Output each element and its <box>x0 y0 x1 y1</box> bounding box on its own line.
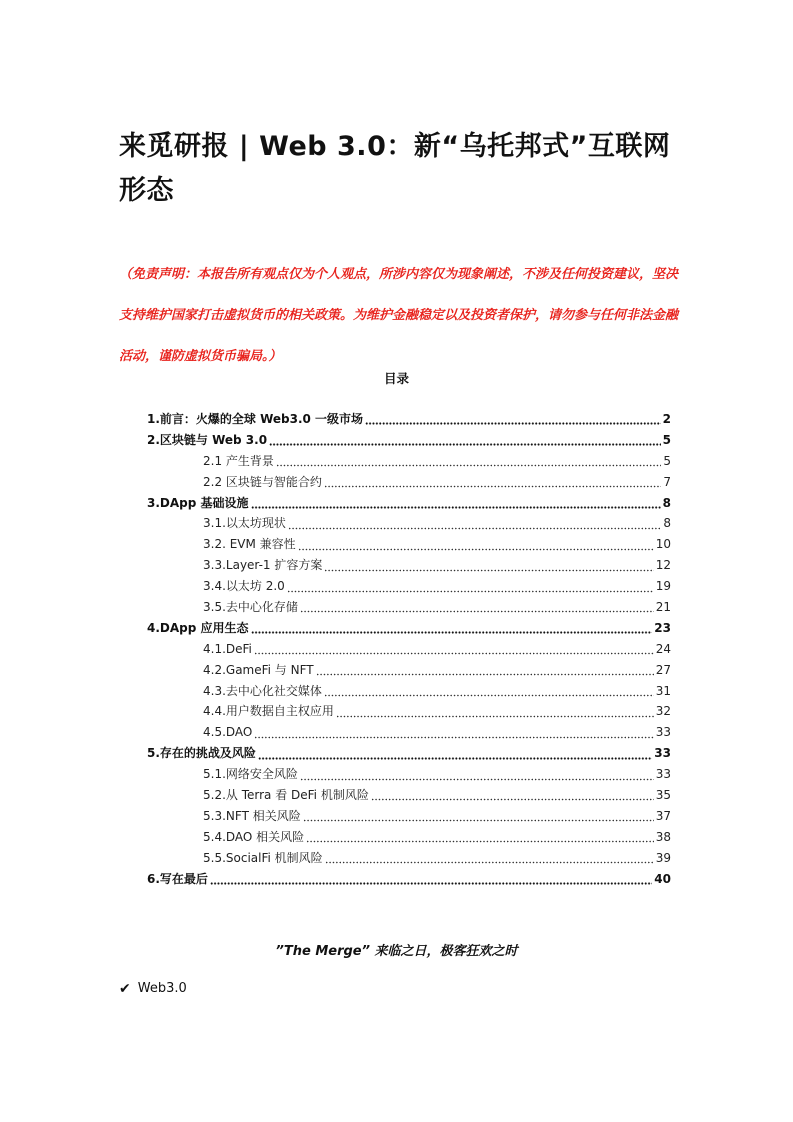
toc-entry-page: 5 <box>663 453 671 468</box>
toc-leader-dots <box>251 496 661 510</box>
toc-entry[interactable] <box>147 827 671 848</box>
toc-entry-page: 2 <box>662 412 671 426</box>
toc-leader-dots <box>371 788 654 802</box>
toc-leader-dots <box>324 475 661 489</box>
toc-leader-dots <box>251 621 653 635</box>
toc-leader-dots <box>316 663 654 677</box>
toc-leader-dots <box>288 517 661 531</box>
toc-leader-dots <box>325 851 654 865</box>
bullet-text: Web3.0 <box>137 981 187 996</box>
toc-entry-label: 5.1.网络安全风险 <box>203 767 298 782</box>
toc-entry[interactable] <box>147 555 671 576</box>
toc-entry[interactable] <box>147 597 671 618</box>
section-heading: ”The Merge” 来临之日，极客狂欢之时 <box>275 944 518 959</box>
toc-leader-dots <box>254 642 654 656</box>
toc-leader-dots <box>300 600 654 614</box>
toc-entry-page: 12 <box>655 558 671 573</box>
toc-leader-dots <box>365 412 661 426</box>
toc-leader-dots <box>287 580 654 594</box>
toc-entry[interactable] <box>147 660 671 681</box>
toc-entry-label: 4.DApp 应用生态 <box>147 620 249 635</box>
toc-entry-label: 6.写在最后 <box>147 871 208 886</box>
toc-leader-dots <box>303 809 654 823</box>
toc-entry[interactable] <box>147 493 671 514</box>
toc-entry[interactable] <box>147 534 671 555</box>
toc-entry[interactable] <box>147 806 671 827</box>
toc-entry-page: 33 <box>654 746 671 761</box>
toc-leader-dots <box>254 726 653 740</box>
toc-entry-label: 5.3.NFT 相关风险 <box>203 808 301 823</box>
toc-leader-dots <box>324 559 653 573</box>
toc-entry[interactable] <box>147 409 671 430</box>
toc-entry-page: 31 <box>655 683 671 698</box>
toc-leader-dots <box>258 747 652 761</box>
toc-entry-page: 23 <box>654 620 671 635</box>
toc-entry[interactable] <box>147 764 671 785</box>
toc-entry[interactable] <box>147 430 671 451</box>
toc-entry-page: 7 <box>663 474 671 489</box>
toc-leader-dots <box>276 454 661 468</box>
toc-entry-page: 38 <box>655 829 671 844</box>
toc-entry-page: 35 <box>655 788 671 803</box>
toc-entry-label: 5.4.DAO 相关风险 <box>203 829 305 844</box>
toc-entry-label: 3.DApp 基础设施 <box>147 495 249 510</box>
toc-entry[interactable] <box>147 722 671 743</box>
toc-entry-page: 8 <box>662 495 671 510</box>
toc-entry[interactable] <box>147 681 671 702</box>
toc-entry-page: 10 <box>655 537 671 552</box>
toc-leader-dots <box>324 684 654 698</box>
disclaimer: （免责声明：本报告所有观点仅为个人观点，所涉内容仅为现象阐述，不涉及任何投资建议，坚决支持维护国家打击虚拟货币的相关政策。为维护金融稳定以及投资者保护，请勿参与任何非法金融活动，谨防虚拟货币骗局。） <box>119 267 679 364</box>
toc-leader-dots <box>269 433 661 447</box>
toc-entry-label: 2.区块链与 Web 3.0 <box>147 432 268 447</box>
toc-entry-label: 3.1.以太坊现状 <box>203 516 286 531</box>
toc-entry-label: 3.5.去中心化存储 <box>203 600 298 615</box>
toc-leader-dots <box>210 872 652 886</box>
toc-entry-label: 4.1.DeFi <box>203 641 252 656</box>
toc-leader-dots <box>300 768 654 782</box>
toc-leader-dots <box>336 705 654 719</box>
toc-entry-page: 33 <box>655 725 671 740</box>
toc-entry-label: 1.前言：火爆的全球 Web3.0 一级市场 <box>147 412 364 426</box>
toc-heading: 目录 <box>383 371 409 386</box>
document-title: 来觅研报 | Web 3.0：新“乌托邦式”互联网形态 <box>119 131 671 206</box>
toc-entry[interactable] <box>147 513 671 534</box>
toc-entry-page: 24 <box>655 641 671 656</box>
toc-entry-page: 19 <box>655 579 671 594</box>
toc-entry-page: 39 <box>655 850 671 865</box>
toc-entry-page: 40 <box>654 871 671 886</box>
toc-entry-label: 4.5.DAO <box>203 725 253 740</box>
toc-entry-label: 2.1 产生背景 <box>203 453 274 468</box>
toc-entry[interactable] <box>147 639 671 660</box>
toc-entry[interactable] <box>147 785 671 806</box>
toc-entry[interactable] <box>147 869 671 890</box>
bullet-item <box>119 981 187 996</box>
toc-entry-label: 3.2. EVM 兼容性 <box>203 537 296 552</box>
toc-entry-label: 4.2.GameFi 与 NFT <box>203 662 314 677</box>
toc-entry-label: 2.2 区块链与智能合约 <box>203 474 322 489</box>
check-icon: ✔ <box>119 980 131 997</box>
toc-entry[interactable] <box>147 472 671 493</box>
toc-entry-label: 3.3.Layer-1 扩容方案 <box>203 558 323 573</box>
toc-entry[interactable] <box>147 848 671 869</box>
toc-entry-page: 5 <box>662 432 671 447</box>
toc-entry[interactable] <box>147 451 671 472</box>
toc-entry-page: 32 <box>655 704 671 719</box>
toc-leader-dots <box>298 538 654 552</box>
toc-entry-label: 4.3.去中心化社交媒体 <box>203 683 322 698</box>
toc-entry-page: 8 <box>663 516 671 531</box>
toc-leader-dots <box>306 830 654 844</box>
toc-entry-label: 3.4.以太坊 2.0 <box>203 579 285 594</box>
toc-entry-page: 37 <box>655 808 671 823</box>
toc-entry-label: 5.5.SocialFi 机制风险 <box>203 850 323 865</box>
toc-entry[interactable] <box>147 618 671 639</box>
toc-entry-page: 33 <box>655 767 671 782</box>
toc-entry[interactable] <box>147 576 671 597</box>
toc-entry[interactable] <box>147 743 671 764</box>
toc-entry[interactable] <box>147 701 671 722</box>
toc-entry-label: 5.2.从 Terra 看 DeFi 机制风险 <box>203 788 369 803</box>
toc-entry-page: 27 <box>655 662 671 677</box>
toc-entry-label: 4.4.用户数据自主权应用 <box>203 704 334 719</box>
toc-entry-page: 21 <box>655 600 671 615</box>
toc-entry-label: 5.存在的挑战及风险 <box>147 746 256 761</box>
table-of-contents <box>147 409 671 889</box>
